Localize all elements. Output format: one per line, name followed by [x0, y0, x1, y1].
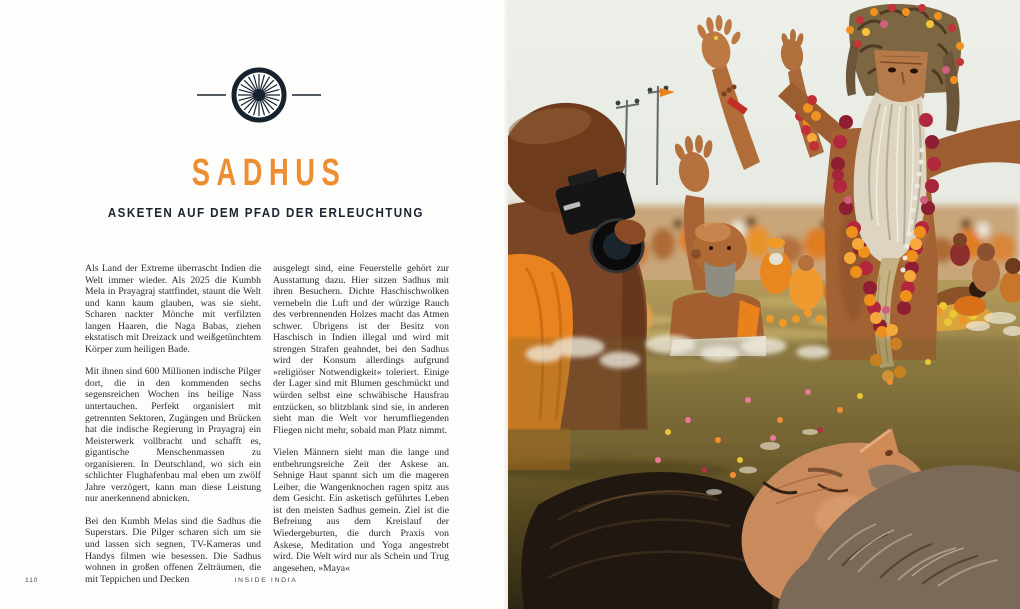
right-page [508, 0, 1020, 609]
chapter-subtitle-row [86, 204, 446, 222]
text-column-1 [85, 263, 261, 596]
paragraph: Als Land der Extreme überrascht Indien die Welt immer wieder. Als 2025 die Kumbh Mela in Prayagraj stattfindet, staunt die Welt und kann kaum glauben, was sie sieht. Scharen nackter Mönche mit verfilzten langen Haaren, die Naga Babas, ziehen ekstatisch mit Dreizack und weißgetünchtem Körper zum heiligen Bade. [85, 263, 261, 355]
paragraph: ausgelegt sind, eine Feuerstelle gehört zur Ausstattung dazu. Hier sitzen Sadhus mit ihren Besuchern. Dichte Haschischwolken vernebeln die Luft und der würzige Rauch des verbrennenden Holzes macht das Atmen schwer. Übrigens ist der Besitz von Haschisch in Indien illegal und wird mit strengen Strafen geahndet, bei den Sadhus wird der Konsum allerdings aufgrund »religiöser Notwendigkeit« toleriert. Einige der Lager sind mit Blumen geschmückt und würden selbst eine schwäbische Hausfrau entzücken, so blitzblank sind sie, in anderen sieht man die Welt vor herumfliegenden Fliegen nicht mehr, sobald man Platz nimmt. [273, 263, 449, 436]
page-number: 110 [25, 577, 39, 584]
chapter-title-row [86, 152, 446, 195]
sadhu-face [874, 50, 928, 104]
paragraph: Mit ihnen sind 600 Millionen indische Pilger dort, die in den kommenden sechs segensreichen Wochen ins heilige Nass untertauchen. Perfekt organisiert mit getrennten Sektoren, Zugängen und Brücken hat die indische Regierung in Prayagraj ein Meisterwerk vollbracht und schafft es, gigantische Menschenmassen zu organisieren. In Deutschland, wo sich ein schlichter Flughafenbau mal eben um zwölf Jahre verzögert, kann man diese Leistung nur anerkennend abnicken. [85, 366, 261, 505]
article-body [85, 263, 449, 596]
left-page [0, 0, 508, 609]
kumbh-mela-photo [508, 0, 1020, 609]
chapter-title: SADHUS [192, 152, 347, 194]
ashoka-chakra-icon [189, 64, 329, 126]
running-title: INSIDE INDIA [234, 577, 298, 584]
text-column-2 [273, 263, 449, 596]
water-foam [508, 335, 1020, 433]
chapter-subtitle: ASKETEN AUF DEM PFAD DER ERLEUCHTUNG [108, 206, 424, 220]
paragraph: Bei den Kumbh Melas sind die Sadhus die Superstars. Die Pilger scharen sich um sie und lassen sich segnen, TV-Kameras und Handys filmen wie besessen. Die Sadhus wohnen in großen offenen Zelträumen, die mit Teppichen und Decken [85, 515, 261, 585]
paragraph: Vielen Männern sieht man die lange und entbehrungsreiche Zeit der Askese an. Sehnige Haut spannt sich um die mageren Leiber, die Wangenknochen ragen spitz aus dem Gesicht. Ein asketisch geführtes Leben ist den meisten Sadhus gemein. Ziel ist die Befreiung aus dem Kreislauf der Wiedergeburten, die durch Praxis von Askese, Meditation und Yoga angestrebt wird. Die Welt wird nur als Schein und Trug angesehen, »Maya« [273, 447, 449, 574]
